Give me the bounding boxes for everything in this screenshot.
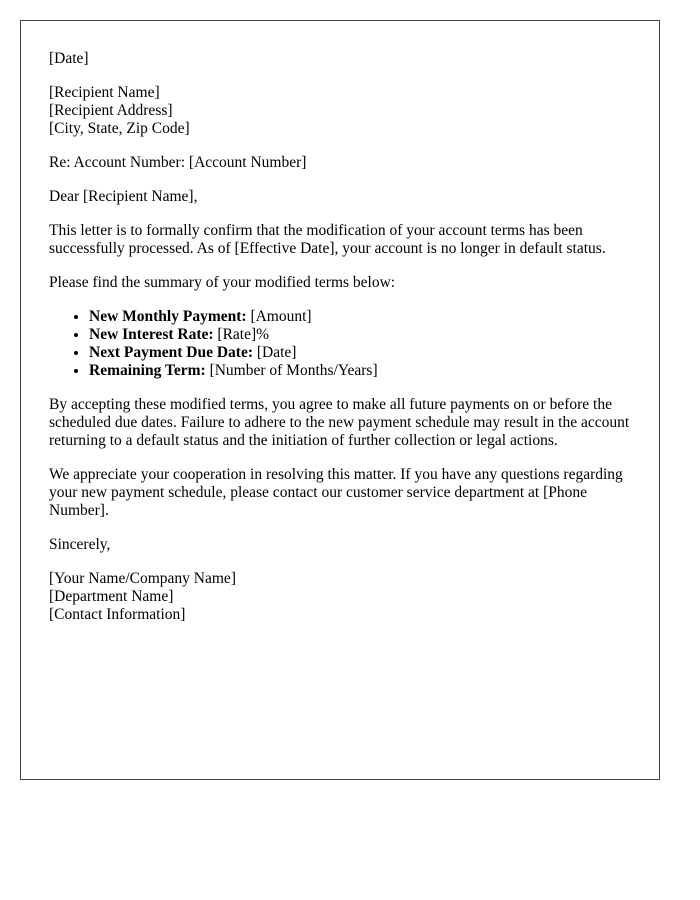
- recipient-city-state-zip: [City, State, Zip Code]: [49, 120, 190, 137]
- list-item: [89, 308, 631, 326]
- summary-intro-paragraph: Please find the summary of your modified terms below:: [49, 274, 396, 291]
- signature-contact: [Contact Information]: [49, 606, 186, 623]
- letter-date: [Date]: [49, 50, 89, 67]
- term-label: New Monthly Payment:: [89, 308, 247, 325]
- term-label: New Interest Rate:: [89, 326, 214, 343]
- recipient-block: [49, 84, 631, 138]
- closing: Sincerely,: [49, 536, 111, 553]
- list-item: [89, 344, 631, 362]
- term-value: [Date]: [253, 344, 297, 361]
- list-item: [89, 326, 631, 344]
- signature-name: [Your Name/Company Name]: [49, 570, 236, 587]
- signature-department: [Department Name]: [49, 588, 174, 605]
- signature-block: [49, 570, 631, 624]
- confirmation-paragraph: This letter is to formally confirm that the modification of your account terms has been successfully processed. As of [Effective Date], your account is no longer in default status.: [49, 222, 606, 257]
- letter-page: [20, 20, 660, 780]
- term-value: [Rate]%: [213, 326, 270, 343]
- term-label: Remaining Term:: [89, 362, 206, 379]
- recipient-name: [Recipient Name]: [49, 84, 160, 101]
- reference-line: Re: Account Number: [Account Number]: [49, 154, 307, 171]
- contact-paragraph: We appreciate your cooperation in resolving this matter. If you have any questions regarding your new payment schedule, please contact our customer service department at [Phone Number].: [49, 466, 623, 519]
- term-value: [Amount]: [246, 308, 312, 325]
- agreement-paragraph: By accepting these modified terms, you agree to make all future payments on or before the scheduled due dates. Failure to adhere to the new payment schedule may result in the account returning to a default status and the initiation of further collection or legal actions.: [49, 396, 630, 449]
- term-value: [Number of Months/Years]: [205, 362, 378, 379]
- term-label: Next Payment Due Date:: [89, 344, 253, 361]
- list-item: [89, 362, 631, 380]
- salutation: Dear [Recipient Name],: [49, 188, 198, 205]
- recipient-address: [Recipient Address]: [49, 102, 173, 119]
- modified-terms-list: [49, 308, 631, 380]
